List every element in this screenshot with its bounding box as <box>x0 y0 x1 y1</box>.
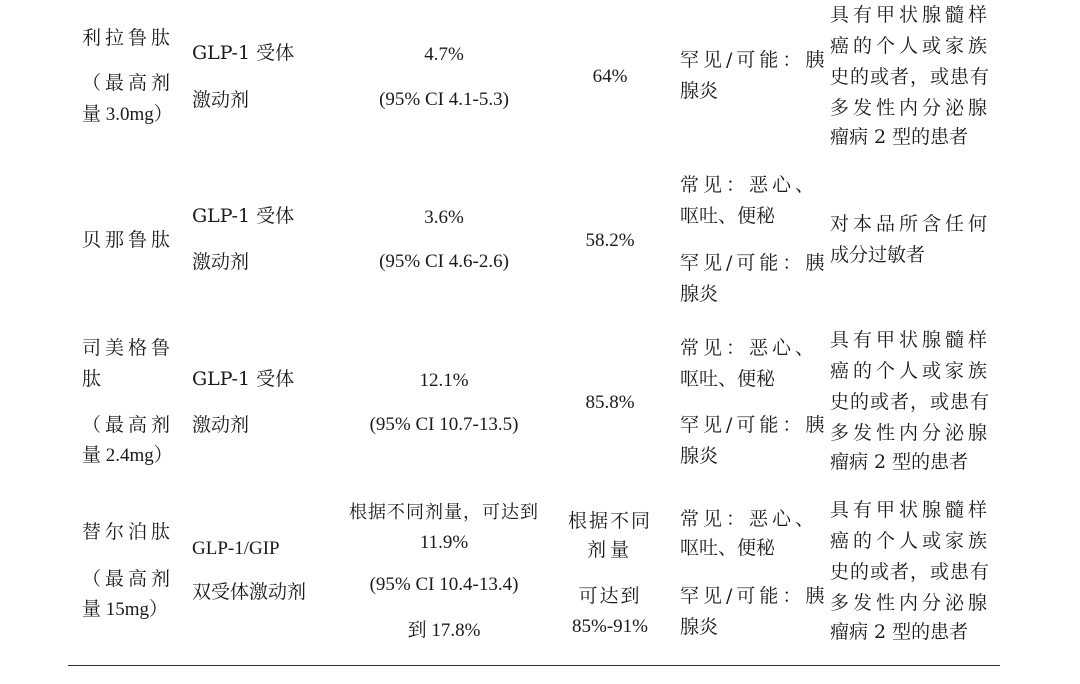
responder-rate: 64% <box>592 66 628 87</box>
drug-dose-line: 量 3.0mg） <box>82 104 173 125</box>
weight-loss-ci: (95% CI 4.6-2.6) <box>379 251 509 272</box>
table-row <box>0 325 1080 495</box>
drug-dose-line: 量 15mg） <box>82 599 169 620</box>
weight-loss-value: 到 17.8% <box>407 620 481 641</box>
adverse-effects-line: 呕吐、便秘 <box>680 368 776 390</box>
table-row <box>0 495 1080 660</box>
contraindication-line: 史的或者，或患有 <box>830 391 991 413</box>
contraindication-line: 史的或者，或患有 <box>830 561 991 583</box>
mechanism-line: GLP-1/GIP <box>192 538 280 559</box>
adverse-effects-line: 呕吐、便秘 <box>680 205 776 227</box>
responder-rate: 85.8% <box>585 392 635 413</box>
responder-rate: 剂量 <box>586 539 633 561</box>
contraindication-line: 瘤病 2 型的患者 <box>830 451 969 473</box>
weight-loss-ci: (95% CI 10.7-13.5) <box>369 414 519 435</box>
contraindication-line: 具有甲状腺髓样 <box>830 499 992 521</box>
contraindication-line: 癌的个人或家族 <box>830 35 992 57</box>
adverse-effects-line: 常见：恶心、 <box>680 337 819 359</box>
weight-loss-value: 3.6% <box>424 207 464 228</box>
mechanism-line: GLP-1 受体 <box>192 368 295 390</box>
adverse-effects-line: 腺炎 <box>680 616 719 638</box>
drug-name-line: 替尔泊肽 <box>82 521 175 543</box>
weight-loss-ci: (95% CI 4.1-5.3) <box>379 89 509 110</box>
drug-name-line: 肽 <box>82 368 102 390</box>
responder-rate: 58.2% <box>585 230 635 251</box>
adverse-effects-line: 腺炎 <box>680 80 719 102</box>
contraindication-line: 多发性内分泌腺 <box>830 422 992 444</box>
adverse-effects-line: 腺炎 <box>680 445 719 467</box>
adverse-effects-line: 常见：恶心、 <box>680 174 819 196</box>
adverse-effects-line: 呕吐、便秘 <box>680 537 776 559</box>
responder-rate: 根据不同 <box>567 510 652 532</box>
table-row <box>0 0 1080 160</box>
contraindication-line: 多发性内分泌腺 <box>830 97 992 119</box>
drug-name-line: 利拉鲁肽 <box>82 27 175 49</box>
contraindication-line: 癌的个人或家族 <box>830 530 992 552</box>
weight-loss-value: 12.1% <box>419 370 469 391</box>
drug-name-line: 司美格鲁 <box>82 337 175 359</box>
mechanism-line: 激动剂 <box>192 414 250 436</box>
contraindication-line: 瘤病 2 型的患者 <box>830 621 969 643</box>
adverse-effects-line: 罕见/可能：胰 <box>680 585 829 607</box>
weight-loss-value: 4.7% <box>424 44 464 65</box>
weight-loss-ci: (95% CI 10.4-13.4) <box>369 574 519 595</box>
adverse-effects-line: 腺炎 <box>680 283 719 305</box>
contraindication-line: 具有甲状腺髓样 <box>830 4 992 26</box>
contraindication-line: 对本品所含任何 <box>830 213 992 235</box>
table-row <box>0 160 1080 325</box>
contraindication-line: 成分过敏者 <box>830 244 926 266</box>
adverse-effects-line: 常见：恶心、 <box>680 508 819 530</box>
mechanism-line: 双受体激动剂 <box>192 581 307 603</box>
contraindication-line: 癌的个人或家族 <box>830 360 992 382</box>
drug-dose-line: （最高剂 <box>82 568 175 590</box>
contraindication-line: 具有甲状腺髓样 <box>830 329 992 351</box>
contraindication-line: 多发性内分泌腺 <box>830 592 992 614</box>
mechanism-line: GLP-1 受体 <box>192 42 295 64</box>
drug-dose-line: （最高剂 <box>82 72 175 94</box>
adverse-effects-line: 罕见/可能：胰 <box>680 252 829 274</box>
mechanism-line: 激动剂 <box>192 251 250 273</box>
responder-rate: 可达到 <box>578 585 642 607</box>
responder-rate: 85%-91% <box>572 616 648 637</box>
adverse-effects-line: 罕见/可能：胰 <box>680 414 829 436</box>
weight-loss-value: 11.9% <box>419 532 469 553</box>
table-bottom-rule <box>68 665 1000 666</box>
contraindication-line: 瘤病 2 型的患者 <box>830 126 969 148</box>
adverse-effects-line: 罕见/可能：胰 <box>680 49 829 71</box>
weight-loss-value: 根据不同剂量，可达到 <box>349 502 539 523</box>
mechanism-line: 激动剂 <box>192 89 250 111</box>
mechanism-line: GLP-1 受体 <box>192 205 295 227</box>
drug-name-line: 贝那鲁肽 <box>82 229 175 251</box>
drug-dose-line: （最高剂 <box>82 414 175 436</box>
contraindication-line: 史的或者，或患有 <box>830 66 991 88</box>
drug-dose-line: 量 2.4mg） <box>82 445 173 466</box>
